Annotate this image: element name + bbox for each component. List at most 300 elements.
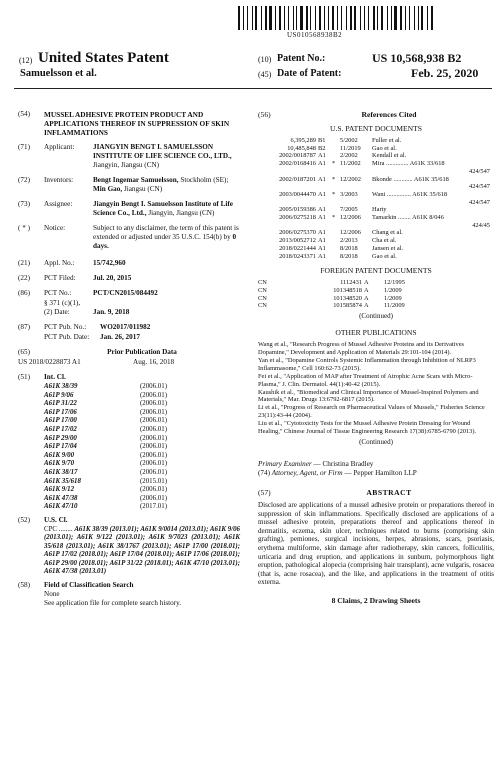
code-72: (72) [18, 176, 30, 184]
field-search-heading: Field of Classification Search [44, 580, 134, 589]
barcode-bar [364, 6, 365, 30]
barcode-number: US010568938B2 [287, 31, 343, 39]
barcode-bar [379, 6, 380, 30]
us-doc-kind: A1 [318, 229, 326, 237]
us-doc-mark [332, 206, 340, 214]
document-type: United States Patent [38, 50, 169, 66]
int-cl-heading: Int. Cl. [44, 373, 66, 381]
us-doc-name: Gao et al. [372, 252, 397, 260]
us-doc-date: 11/2019 [340, 144, 361, 152]
code-54: (54) [18, 110, 30, 118]
us-doc-row [272, 245, 492, 253]
barcode-bar [394, 6, 397, 30]
barcode-bar [421, 6, 423, 30]
inventor-2-location: Jiangsu (CN) [123, 185, 163, 193]
barcode-bar [332, 6, 334, 30]
us-cl-field [18, 516, 240, 525]
foreign-docs-table [258, 279, 426, 310]
barcode-bar [288, 6, 289, 30]
barcode-bar [350, 6, 352, 30]
barcode-bar [255, 6, 257, 30]
barcode-bar [268, 6, 269, 30]
int-cl-row [44, 486, 167, 495]
barcode-bar [326, 6, 327, 30]
appl-no-field [18, 259, 240, 268]
us-doc-mark [332, 229, 340, 237]
us-doc-row [272, 183, 492, 191]
barcode-bar [249, 6, 250, 30]
foreign-doc-kind: A [364, 279, 369, 287]
attorney-row [258, 469, 494, 478]
barcode-bar [391, 6, 392, 30]
claims-count: 8 Claims, 2 Drawing Sheets [331, 595, 421, 605]
barcode-bar [324, 6, 325, 30]
int-cl-row [44, 392, 167, 401]
int-cl-code: A61K 47/10 [44, 503, 78, 511]
int-cl-code: A61P 31/22 [44, 400, 77, 408]
inventor-short: Samuelsson et al. [20, 68, 97, 79]
code-12: (12) [19, 56, 33, 65]
us-doc-name: Cha et al. [372, 237, 397, 245]
us-doc-number: 2002/0187201 [279, 175, 316, 183]
barcode-bar [339, 6, 340, 30]
barcode-bar [247, 6, 248, 30]
barcode-bar [258, 6, 260, 30]
us-doc-row [272, 229, 492, 237]
foreign-doc-kind: A [364, 294, 369, 302]
us-doc-row [272, 253, 492, 261]
int-cl-version: (2006.01) [140, 460, 167, 468]
int-cl-version: (2006.01) [140, 391, 167, 399]
cpc-block: CPC ........ A61K 38/39 (2013.01); A61K 9/0014 (2013.01); A61K 9/06 (2013.01); A61K 9/122 (2013.01); A61K 9/7023 (2013.01); A61K 35/618 (2013.01); A61K 38/1767 (2013.01); A61P 17/00 (2018.01); A61P 17/02 (2018.01); A61P 17/04 (2018.01); A61P 17/06 (2018.01); A61P 29/00 (2018.01); A61P 31/22 (2018.01); A61K 47/10 (2013.01); A61K 47/38 (2013.01) [44, 525, 240, 576]
us-doc-row [272, 152, 492, 160]
foreign-doc-number: 101348520 [333, 294, 362, 302]
us-doc-row [272, 237, 492, 245]
foreign-doc-date: 12/1995 [384, 279, 405, 287]
us-doc-number [272, 168, 318, 176]
barcode-bar [310, 6, 311, 30]
us-doc-number: 2002/0018787 [279, 152, 316, 160]
us-doc-mark [332, 245, 340, 253]
us-doc-name: Fuller et al. [372, 137, 402, 144]
int-cl-code: A61P 9/06 [44, 391, 74, 399]
barcode-bar [387, 6, 388, 30]
barcode-bar [409, 6, 410, 30]
int-cl-row [44, 495, 167, 504]
code-45: (45) [258, 70, 272, 79]
us-doc-name: 424/547 [469, 183, 490, 191]
patent-no-label: Patent No.: [277, 53, 326, 64]
us-doc-date: 12/2002 [340, 175, 361, 183]
examiner-label: Primary Examiner [258, 459, 312, 468]
int-cl-version: (2006.01) [140, 443, 167, 451]
barcode-bar [384, 6, 386, 30]
abstract-heading: ABSTRACT [366, 487, 412, 497]
foreign-doc-country: CN [258, 279, 267, 287]
int-cl-version: (2017.01) [140, 503, 167, 511]
barcode-bar [407, 6, 408, 30]
barcode-bar [293, 6, 294, 30]
us-doc-date: 7/2005 [340, 206, 358, 214]
us-doc-row [272, 145, 492, 153]
us-doc-date: 2/2002 [340, 152, 358, 160]
barcode-bar [376, 6, 377, 30]
int-cl-code: A61K 47/38 [44, 494, 78, 502]
notice-field [18, 224, 240, 251]
s371-date-field [18, 308, 240, 317]
us-doc-mark [332, 199, 340, 207]
barcode-bar [245, 6, 247, 30]
assignee-field [18, 200, 240, 218]
us-doc-name: Bkonde ............ A61K 35/618 [372, 175, 449, 183]
us-doc-kind [318, 183, 332, 191]
us-doc-name: Jansen et al. [372, 244, 404, 252]
code-87: (87) [18, 323, 30, 331]
foreign-doc-number: 1112431 [340, 279, 362, 287]
pct-filed-field [18, 274, 240, 283]
barcode-bar [414, 6, 415, 30]
int-cl-version: (2006.01) [140, 434, 167, 442]
us-cl-heading: U.S. Cl. [44, 515, 68, 524]
barcode-bar [354, 6, 356, 30]
barcode-bar [420, 6, 421, 30]
barcode-bar [296, 6, 297, 30]
barcode-bar [290, 6, 291, 30]
us-doc-mark [332, 168, 340, 176]
us-docs-table [272, 137, 492, 260]
us-doc-kind [318, 222, 332, 230]
notice-label: Notice: [44, 224, 66, 232]
barcode-bar [373, 6, 375, 30]
inventor-1-name: Bengt Ingemar Samuelsson, [93, 176, 179, 184]
us-doc-mark [332, 222, 340, 230]
barcode-bar [312, 6, 314, 30]
int-cl-code: A61K 38/39 [44, 383, 78, 390]
pct-pub-date-value: Jan. 26, 2017 [100, 333, 140, 341]
us-doc-kind: A1 [318, 206, 326, 214]
code-73: (73) [18, 200, 30, 208]
code-65: (65) [18, 348, 30, 356]
abstract-text: Disclosed are applications of a mussel adhesive protein or preparations thereof in suppression of skin inflammations. Specifically disclosed are applications of a mussel adhesive protein, preparations thereof and applications thereof in dermatitis, eczema, skin ulcer, techniques related to burns (comprising skin grafting), pemiones, surgical incisions, herpes, abrasions, scars, psoriasis, erythema multiforme, skin damage after radiotherapy, skin cancers, folliculitis, urticaria and drug eruption, and applications in sunburn, polymorphous light eruption, pathological alopecia (comprising hair transplant), acne vulgaris, rosacea (that is, acne rosacea), and the like, and applications in the treatment of otitis externa. [258, 500, 494, 587]
barcode-bar [434, 6, 435, 30]
barcode-bar [366, 6, 367, 30]
int-cl-version: (2006.01) [140, 408, 167, 416]
field-search-note: See application file for complete search history. [44, 598, 182, 607]
barcode-bar [335, 6, 336, 30]
barcode-bar [277, 6, 278, 30]
barcode-bar [377, 6, 378, 30]
int-cl-version: (2006.01) [140, 494, 167, 502]
us-doc-date: 11/2002 [340, 160, 361, 168]
other-pubs-heading: OTHER PUBLICATIONS [335, 328, 417, 338]
us-doc-name: Kendall et al. [372, 152, 407, 160]
us-doc-kind: A1 [318, 160, 326, 168]
us-doc-mark [332, 145, 340, 153]
barcode-bar [306, 6, 308, 30]
barcode-bar [269, 6, 272, 30]
us-doc-number [272, 222, 318, 230]
barcode-bar [322, 6, 323, 30]
int-cl-row [44, 400, 167, 409]
barcode-bar [300, 6, 303, 30]
int-cl-row [44, 417, 167, 426]
examiner-name: — Christina Bradley [313, 459, 374, 468]
cpc-classes: A61K 38/39 (2013.01); A61K 9/0014 (2013.01); A61K 9/06 (2013.01); A61K 9/122 (2013.01); A61K 9/7023 (2013.01); A61K 35/618 (2013.01); A61K 38/1767 (2013.01); A61P 17/00 (2018.01); A61P 17/02 (2018.01); A61P 17/04 (2018.01); A61P 17/06 (2018.01); A61P 29/00 (2018.01); A61P 31/22 (2018.01); A61K 47/10 (2013.01); A61K 47/38 (2013.01) [44, 525, 240, 576]
code-58: (58) [18, 580, 30, 589]
pct-pub-label: PCT Pub. No.: [44, 323, 87, 331]
code-notice: ( * ) [18, 224, 30, 232]
int-cl-row [44, 383, 167, 392]
int-cl-code: A61K 9/00 [44, 451, 75, 459]
int-cl-version: (2006.01) [140, 383, 167, 390]
barcode-bar [424, 6, 426, 30]
pct-pub-value: WO2017/011982 [100, 323, 151, 331]
us-doc-mark: * [332, 190, 336, 198]
foreign-doc-kind: A [364, 302, 369, 310]
barcode-bar [405, 6, 406, 30]
int-cl-code: A61K 35/618 [44, 477, 81, 485]
us-doc-kind: A1 [318, 214, 326, 222]
foreign-doc-country: CN [258, 286, 267, 294]
us-doc-mark [332, 137, 340, 145]
code-22: (22) [18, 274, 30, 282]
inventors-field [18, 176, 240, 194]
int-cl-version: (2015.01) [140, 477, 167, 485]
int-cl-row [44, 469, 167, 478]
us-doc-kind: A1 [318, 237, 326, 245]
pct-no-value: PCT/CN2015/084492 [93, 289, 158, 297]
code-74: (74) [258, 468, 270, 477]
barcode-bar [429, 6, 430, 30]
us-doc-number: 2003/0044470 [279, 190, 316, 198]
us-doc-number: 2018/0243371 [279, 252, 316, 260]
assignee-location: Jiangyin, Jiangsu (CN) [148, 209, 215, 217]
barcode-bar [337, 6, 338, 30]
barcode-bar [328, 6, 329, 30]
barcode-bar [416, 6, 417, 30]
prior-pub-field [18, 348, 240, 357]
foreign-doc-row [258, 295, 426, 303]
pct-no-label: PCT No.: [44, 289, 72, 297]
barcode-bar [389, 6, 390, 30]
us-doc-kind: A1 [318, 190, 326, 198]
prior-pub-number: US 2018/0228873 A1 [18, 358, 81, 366]
barcode-bar [343, 6, 345, 30]
int-cl-row [44, 435, 167, 444]
barcode-bar [353, 6, 354, 30]
barcode-bar [398, 6, 399, 30]
barcode-bar [360, 6, 361, 30]
us-doc-name: Harty [372, 206, 387, 214]
assignee-label: Assignee: [44, 200, 73, 208]
barcode-bar [317, 6, 318, 30]
us-doc-date: 12/2006 [340, 229, 361, 237]
us-doc-name: Chang et al. [372, 229, 403, 237]
barcode-bar [263, 6, 264, 30]
us-doc-row [272, 199, 492, 207]
barcode-bar [393, 6, 394, 30]
us-doc-row [272, 191, 492, 199]
us-doc-mark: * [332, 160, 336, 168]
barcode-bar [295, 6, 296, 30]
s371-label: § 371 (c)(1), [44, 299, 81, 307]
us-doc-kind: A1 [318, 175, 326, 183]
pct-no-field [18, 289, 240, 298]
notice-text: Subject to any disclaimer, the term of this patent is extended or adjusted under 35 U.S.C. 154(b) by [93, 224, 239, 241]
us-doc-kind: A1 [318, 244, 326, 252]
int-cl-code: A61P 29/00 [44, 434, 77, 442]
right-column [258, 110, 494, 605]
barcode-bar [284, 6, 285, 30]
field-search-none: None [44, 589, 60, 598]
abstract-heading-row [258, 488, 494, 497]
barcode-bar [362, 6, 363, 30]
int-cl-code: A61P 17/04 [44, 443, 77, 451]
int-cl-code: A61K 9/12 [44, 486, 75, 494]
int-cl-row [44, 426, 167, 435]
int-cl-version: (2006.01) [140, 425, 167, 433]
int-cl-field [18, 373, 240, 382]
inventors-label: Inventors: [44, 176, 74, 184]
us-doc-name: Tamarkin ........ A61K 8/046 [372, 214, 444, 222]
int-cl-version: (2006.01) [140, 468, 167, 476]
barcode-bar [286, 6, 288, 30]
int-cl-version: (2006.01) [140, 486, 167, 494]
code-86: (86) [18, 289, 30, 297]
foreign-docs-heading: FOREIGN PATENT DOCUMENTS [320, 266, 432, 276]
barcode-bar [309, 6, 310, 30]
us-doc-kind: B1 [318, 137, 326, 144]
us-doc-number [272, 199, 318, 207]
us-doc-name: Mira .............. A61K 33/618 [372, 160, 445, 168]
us-doc-date: 12/2006 [340, 214, 361, 222]
int-cl-code: A61K 38/17 [44, 468, 78, 476]
foreign-doc-row [258, 302, 426, 310]
pct-filed-value: Jul. 20, 2015 [93, 274, 132, 282]
us-doc-number: 6,395,289 [290, 137, 316, 144]
us-doc-mark [332, 237, 340, 245]
int-cl-row [44, 452, 167, 461]
barcode-bar [304, 6, 305, 30]
int-cl-row [44, 478, 167, 487]
barcode-bar [275, 6, 276, 30]
barcode-bar [273, 6, 274, 30]
us-doc-mark [332, 253, 340, 261]
invention-title: MUSSEL ADHESIVE PROTEIN PRODUCT AND APPLICATIONS THEREOF IN SUPPRESSION OF SKIN INFLAMMATIONS [44, 110, 230, 137]
foreign-doc-date: 1/2009 [384, 294, 402, 302]
us-doc-kind: A1 [318, 252, 326, 260]
cpc-label: CPC [44, 525, 58, 533]
int-cl-version: (2006.01) [140, 451, 167, 459]
examiner-row [258, 460, 494, 469]
field-search [18, 581, 240, 590]
barcode-bar [282, 6, 283, 30]
us-doc-date: 5/2002 [340, 137, 358, 144]
foreign-doc-kind: A [364, 286, 369, 294]
us-doc-name: Gao et al. [372, 144, 397, 152]
header-rule [14, 88, 492, 89]
other-pubs-list: Wang et al., "Research Progress of Mussel Adhesive Proteins and its Derivatives Dopamine," Development and Application of Materials 29:101-104 (2014). Yan et al., "Dopamine Controls Systemic Inflammation through Inhibition of NLRP3 Inflammasome," Cell 160:62-73 (2015). Fei et al., "Application of MAP after Treatment of Atrophic Acne Scars with Micro-Plasma," J. Clin. Dermatol. 44(1):40-42 (2015). Kaushik et al., "Biomedical and Clinical Importance of Mussel-Inspired Polymers and Materials," Mar. Drugs 13:6792-6817 (2015). Li et al., "Progress of Research on Pharmaceutical Values of Mussels," Fisheries Science 23(11):43-44 (2004). Liu et al., "Cytotoxicity Tests for the Mussel Adhesive Protein Dressing for Wound Healing," Chinese Journal of Tissue Engineering Research 17(38):6785-6790 (2013). [258, 341, 485, 436]
us-doc-row [272, 176, 492, 184]
attorney-name: — Pepper Hamilton LLP [344, 468, 417, 477]
barcode-bar [427, 6, 428, 30]
us-doc-kind [318, 199, 332, 207]
int-cl-version: (2006.01) [140, 417, 167, 425]
barcode-bar [319, 6, 321, 30]
barcode-bar [348, 6, 349, 30]
barcode-bar [381, 6, 383, 30]
s371-date-value: Jan. 9, 2018 [93, 308, 130, 316]
barcode-bar [403, 6, 404, 30]
us-doc-number: 2018/0221444 [279, 244, 316, 252]
code-51: (51) [18, 373, 30, 381]
applicant-name: JIANGYIN BENGT I. SAMUELSSON INSTITUTE OF LIFE SCIENCE CO., LTD., [93, 143, 232, 160]
barcode-bar [341, 6, 342, 30]
foreign-doc-number: 101585874 [333, 302, 362, 310]
code-57: (57) [258, 487, 271, 497]
barcode-bar [330, 6, 332, 30]
barcode-bar [254, 6, 255, 30]
continued-2: (Continued) [359, 437, 393, 446]
title-field [18, 110, 240, 137]
us-doc-name: 424/547 [469, 198, 490, 206]
patent-date: Feb. 25, 2020 [411, 66, 479, 80]
appl-no-label: Appl. No.: [44, 259, 75, 267]
foreign-doc-country: CN [258, 294, 267, 302]
applicant-location: Jiangyin, Jiangsu (CN) [93, 161, 160, 169]
int-cl-code: A61K 9/70 [44, 460, 75, 468]
inventor-1-location: Stockholm (SE); [180, 176, 229, 184]
barcode-bar [241, 6, 242, 30]
us-doc-row [272, 214, 492, 222]
us-doc-date [340, 168, 372, 176]
us-doc-number: 2013/0052712 [279, 237, 316, 245]
pct-pub-date-field [18, 333, 240, 342]
us-doc-number: 10,485,848 [287, 144, 316, 152]
barcode-bar [243, 6, 244, 30]
int-cl-row [44, 409, 167, 418]
barcode-bar [265, 6, 267, 30]
us-doc-kind [318, 168, 332, 176]
int-cl-code: A61P 17/00 [44, 417, 77, 425]
int-cl-version: (2006.01) [140, 400, 167, 408]
notice-days: 0 days. [93, 233, 237, 250]
us-doc-date: 8/2018 [340, 252, 358, 260]
barcode-bar [252, 6, 253, 30]
appl-no-value: 15/742,960 [93, 259, 126, 267]
continued-1: (Continued) [359, 312, 393, 321]
code-71: (71) [18, 143, 30, 151]
us-doc-date [340, 199, 372, 207]
us-doc-date: 8/2018 [340, 244, 358, 252]
barcode [238, 6, 493, 30]
us-doc-date [340, 183, 372, 191]
us-doc-date: 3/2003 [340, 190, 358, 198]
us-doc-mark [332, 183, 340, 191]
int-cl-row [44, 443, 167, 452]
us-doc-number: 2002/0168416 [279, 160, 316, 168]
int-cl-code: A61P 17/02 [44, 425, 77, 433]
us-doc-name: 424/45 [472, 221, 490, 229]
barcode-bar [431, 6, 433, 30]
barcode-bar [298, 6, 299, 30]
barcode-bar [400, 6, 402, 30]
assignee-name: Jiangyin Bengt I. Samuelsson Institute of Life Science Co., Ltd., [93, 200, 233, 217]
attorney-label: Attorney, Agent, or Firm [271, 468, 343, 477]
foreign-doc-row [258, 287, 426, 295]
pct-pub-field [18, 323, 240, 332]
us-doc-row [272, 137, 492, 145]
